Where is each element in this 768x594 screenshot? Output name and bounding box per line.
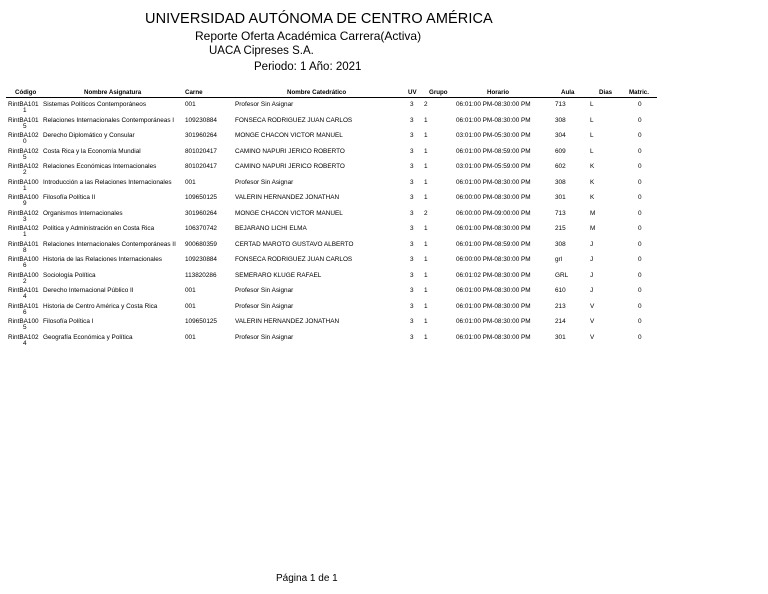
cell-asignatura: Derecho Diplomático y Consular xyxy=(43,132,135,139)
cell-carne: 109650125 xyxy=(185,194,217,201)
cell-catedratico: Profesor Sin Asignar xyxy=(235,333,294,341)
cell-carne: 001 xyxy=(185,178,196,186)
table-row xyxy=(0,148,768,164)
cell-aula: 308 xyxy=(555,240,566,248)
cell-catedratico: VALERIN HERNANDEZ JONATHAN xyxy=(235,194,340,201)
cell-grupo: 1 xyxy=(424,333,428,341)
cell-codigo-suffix: 5 xyxy=(23,153,27,161)
cell-asignatura: Geografía Económica y Política xyxy=(43,333,133,341)
cell-aula: 308 xyxy=(555,116,566,124)
table-row xyxy=(0,334,768,350)
cell-carne: 001 xyxy=(185,101,196,108)
cell-grupo: 2 xyxy=(424,101,428,108)
cell-codigo: RintBA102 xyxy=(8,132,39,139)
cell-codigo: RintBA101 xyxy=(8,101,39,108)
cell-uv: 3 xyxy=(410,271,414,279)
cell-aula: 304 xyxy=(555,132,566,139)
cell-grupo: 1 xyxy=(424,194,428,201)
cell-matric: 0 xyxy=(638,147,642,155)
cell-asignatura: Costa Rica y la Economía Mundial xyxy=(43,147,141,155)
cell-horario: 06:00:00 PM-09:00:00 PM xyxy=(456,209,531,217)
cell-aula: 610 xyxy=(555,287,566,294)
table-row xyxy=(0,256,768,272)
cell-horario: 06:00:00 PM-08:30:00 PM xyxy=(456,194,531,201)
cell-catedratico: MONGE CHACON VICTOR MANUEL xyxy=(235,209,343,217)
table-row xyxy=(0,318,768,334)
col-header-grupo: Grupo xyxy=(429,89,448,96)
cell-codigo-suffix: 6 xyxy=(23,308,27,316)
header-divider xyxy=(6,97,657,98)
cell-dias: K xyxy=(590,163,595,170)
cell-codigo: RintBA100 xyxy=(8,318,39,325)
cell-asignatura: Relaciones Internacionales Contemporáneas I xyxy=(43,116,175,124)
cell-catedratico: FONSECA RODRIGUEZ JUAN CARLOS xyxy=(235,116,353,124)
cell-codigo-suffix: 1 xyxy=(23,184,27,192)
cell-grupo: 1 xyxy=(424,287,428,294)
cell-aula: 609 xyxy=(555,147,566,155)
cell-uv: 3 xyxy=(410,240,414,248)
cell-matric: 0 xyxy=(638,116,642,124)
cell-asignatura: Organismos Internacionales xyxy=(43,209,123,217)
cell-grupo: 1 xyxy=(424,256,428,263)
table-row xyxy=(0,194,768,210)
col-header-asignatura: Nombre Asignatura xyxy=(84,89,142,96)
cell-carne: 801020417 xyxy=(185,147,217,155)
cell-horario: 06:01:00 PM-08:59:00 PM xyxy=(456,240,531,248)
cell-dias: M xyxy=(590,209,596,217)
cell-matric: 0 xyxy=(638,163,642,170)
cell-asignatura: Historia de las Relaciones Internacionales xyxy=(43,256,163,263)
cell-horario: 06:01:00 PM-08:30:00 PM xyxy=(456,225,531,232)
cell-codigo-suffix: 9 xyxy=(23,200,27,207)
cell-horario: 06:01:00 PM-08:59:00 PM xyxy=(456,147,531,155)
cell-asignatura: Introducción a las Relaciones Internacionales xyxy=(43,178,172,186)
cell-codigo-suffix: 4 xyxy=(23,339,27,347)
cell-horario: 06:01:00 PM-08:30:00 PM xyxy=(456,333,531,341)
cell-matric: 0 xyxy=(638,132,642,139)
cell-aula: 213 xyxy=(555,302,566,310)
cell-catedratico: CAMINO NAPURI JERICO ROBERTO xyxy=(235,163,345,170)
cell-catedratico: Profesor Sin Asignar xyxy=(235,178,294,186)
cell-catedratico: CERTAD MAROTO GUSTAVO ALBERTO xyxy=(235,240,354,248)
cell-asignatura: Relaciones Internacionales Contemporáneas II xyxy=(43,240,176,248)
cell-dias: J xyxy=(590,287,594,294)
cell-horario: 06:01:00 PM-08:30:00 PM xyxy=(456,287,531,294)
cell-carne: 113820286 xyxy=(185,271,217,279)
campus-name: UACA Cipreses S.A. xyxy=(209,45,314,57)
table-row xyxy=(0,241,768,257)
cell-catedratico: BEJARANO LICHI ELMA xyxy=(235,225,307,232)
university-title: UNIVERSIDAD AUTÓNOMA DE CENTRO AMÉRICA xyxy=(145,11,493,27)
cell-horario: 06:01:02 PM-08:30:00 PM xyxy=(456,271,531,279)
cell-carne: 301960264 xyxy=(185,132,217,139)
cell-asignatura: Derecho Internacional Público II xyxy=(43,287,134,294)
col-header-horario: Horario xyxy=(487,89,510,96)
cell-asignatura: Filosofía Política I xyxy=(43,318,94,325)
cell-asignatura: Sistemas Políticos Contemporáneos xyxy=(43,101,147,108)
cell-codigo: RintBA100 xyxy=(8,194,39,201)
cell-aula: 308 xyxy=(555,178,566,186)
cell-codigo: RintBA101 xyxy=(8,302,39,310)
cell-catedratico: Profesor Sin Asignar xyxy=(235,101,294,108)
cell-carne: 109650125 xyxy=(185,318,217,325)
cell-catedratico: Profesor Sin Asignar xyxy=(235,287,294,294)
cell-aula: 214 xyxy=(555,318,566,325)
cell-uv: 3 xyxy=(410,225,414,232)
cell-dias: L xyxy=(590,116,594,124)
cell-codigo-suffix: 1 xyxy=(23,107,27,114)
cell-matric: 0 xyxy=(638,333,642,341)
table-row xyxy=(0,210,768,226)
cell-asignatura: Sociología Política xyxy=(43,271,96,279)
cell-asignatura: Filosofía Política II xyxy=(43,194,96,201)
cell-horario: 06:01:00 PM-08:30:00 PM xyxy=(456,116,531,124)
period-label: Periodo: 1 Año: 2021 xyxy=(254,61,362,73)
cell-matric: 0 xyxy=(638,256,642,263)
cell-codigo: RintBA101 xyxy=(8,240,39,248)
cell-codigo-suffix: 0 xyxy=(23,138,27,145)
cell-matric: 0 xyxy=(638,271,642,279)
cell-uv: 3 xyxy=(410,333,414,341)
cell-uv: 3 xyxy=(410,318,414,325)
cell-codigo: RintBA100 xyxy=(8,256,39,263)
cell-dias: L xyxy=(590,132,594,139)
cell-codigo-suffix: 4 xyxy=(23,293,27,300)
cell-codigo: RintBA101 xyxy=(8,116,39,124)
cell-catedratico: MONGE CHACON VICTOR MANUEL xyxy=(235,132,343,139)
cell-dias: K xyxy=(590,178,595,186)
table-row xyxy=(0,132,768,148)
cell-matric: 0 xyxy=(638,101,642,108)
cell-catedratico: FONSECA RODRIGUEZ JUAN CARLOS xyxy=(235,256,353,263)
cell-carne: 001 xyxy=(185,287,196,294)
report-title: Reporte Oferta Académica Carrera(Activa) xyxy=(195,29,422,43)
cell-asignatura: Historia de Centro América y Costa Rica xyxy=(43,302,158,310)
cell-carne: 106370742 xyxy=(185,225,217,232)
cell-uv: 3 xyxy=(410,178,414,186)
cell-dias: L xyxy=(590,101,594,108)
cell-carne: 801020417 xyxy=(185,163,217,170)
cell-codigo: RintBA102 xyxy=(8,163,39,170)
cell-grupo: 1 xyxy=(424,116,428,124)
cell-codigo-suffix: 3 xyxy=(23,215,27,223)
cell-horario: 06:01:00 PM-08:30:00 PM xyxy=(456,318,531,325)
col-header-aula: Aula xyxy=(561,89,575,96)
table-row xyxy=(0,179,768,195)
table-row xyxy=(0,163,768,179)
col-header-codigo: Código xyxy=(15,89,37,96)
table-row xyxy=(0,287,768,303)
cell-horario: 06:01:00 PM-08:30:00 PM xyxy=(456,101,531,108)
cell-matric: 0 xyxy=(638,287,642,294)
cell-dias: V xyxy=(590,333,595,341)
cell-carne: 001 xyxy=(185,302,196,310)
cell-uv: 3 xyxy=(410,287,414,294)
cell-dias: J xyxy=(590,256,594,263)
cell-aula: 301 xyxy=(555,333,566,341)
cell-codigo: RintBA100 xyxy=(8,178,39,186)
cell-codigo: RintBA102 xyxy=(8,225,39,232)
col-header-catedratico: Nombre Catedrático xyxy=(287,89,347,96)
cell-dias: V xyxy=(590,318,595,325)
cell-codigo-suffix: 2 xyxy=(23,277,27,285)
cell-carne: 001 xyxy=(185,333,196,341)
cell-grupo: 1 xyxy=(424,318,428,325)
table-row xyxy=(0,117,768,133)
cell-dias: M xyxy=(590,225,596,232)
cell-codigo-suffix: 2 xyxy=(23,169,27,176)
table-row xyxy=(0,101,768,117)
cell-codigo: RintBA102 xyxy=(8,147,39,155)
table-row xyxy=(0,303,768,319)
cell-codigo: RintBA101 xyxy=(8,287,39,294)
cell-grupo: 1 xyxy=(424,178,428,186)
cell-codigo-suffix: 1 xyxy=(23,231,27,238)
cell-grupo: 1 xyxy=(424,132,428,139)
col-header-dias: Dias xyxy=(599,89,613,96)
cell-codigo: RintBA102 xyxy=(8,209,39,217)
cell-catedratico: SEMERARO KLUGE RAFAEL xyxy=(235,271,322,279)
cell-uv: 3 xyxy=(410,256,414,263)
cell-grupo: 2 xyxy=(424,209,428,217)
cell-catedratico: CAMINO NAPURI JERICO ROBERTO xyxy=(235,147,345,155)
cell-dias: J xyxy=(590,271,594,279)
cell-uv: 3 xyxy=(410,147,414,155)
cell-uv: 3 xyxy=(410,194,414,201)
col-header-matric: Matric. xyxy=(629,89,649,96)
cell-horario: 06:01:00 PM-08:30:00 PM xyxy=(456,302,531,310)
cell-matric: 0 xyxy=(638,194,642,201)
cell-catedratico: VALERIN HERNANDEZ JONATHAN xyxy=(235,318,340,325)
cell-horario: 03:01:00 PM-05:59:00 PM xyxy=(456,163,531,170)
cell-uv: 3 xyxy=(410,302,414,310)
cell-aula: 215 xyxy=(555,225,566,232)
cell-codigo-suffix: 5 xyxy=(23,324,27,331)
cell-dias: V xyxy=(590,302,595,310)
table-row xyxy=(0,225,768,241)
cell-aula: 713 xyxy=(555,101,566,108)
cell-uv: 3 xyxy=(410,209,414,217)
cell-grupo: 1 xyxy=(424,271,428,279)
cell-grupo: 1 xyxy=(424,240,428,248)
cell-aula: GRL xyxy=(555,271,569,279)
page-number: Página 1 de 1 xyxy=(276,573,338,584)
cell-matric: 0 xyxy=(638,225,642,232)
col-header-carne: Carne xyxy=(185,89,203,96)
cell-dias: J xyxy=(590,240,594,248)
cell-uv: 3 xyxy=(410,116,414,124)
cell-matric: 0 xyxy=(638,209,642,217)
cell-uv: 3 xyxy=(410,163,414,170)
cell-dias: L xyxy=(590,147,594,155)
cell-codigo: RintBA100 xyxy=(8,271,39,279)
cell-aula: 602 xyxy=(555,163,566,170)
cell-matric: 0 xyxy=(638,302,642,310)
cell-asignatura: Relaciones Económicas Internacionales xyxy=(43,163,157,170)
cell-codigo-suffix: 5 xyxy=(23,122,27,130)
cell-grupo: 1 xyxy=(424,225,428,232)
cell-aula: 713 xyxy=(555,209,566,217)
cell-codigo-suffix: 8 xyxy=(23,246,27,254)
cell-aula: grl xyxy=(555,256,563,263)
cell-uv: 3 xyxy=(410,132,414,139)
cell-aula: 301 xyxy=(555,194,566,201)
cell-carne: 900680359 xyxy=(185,240,217,248)
cell-carne: 109230884 xyxy=(185,256,217,263)
cell-horario: 03:01:00 PM-05:30:00 PM xyxy=(456,132,531,139)
cell-matric: 0 xyxy=(638,240,642,248)
cell-horario: 06:01:00 PM-08:30:00 PM xyxy=(456,178,531,186)
cell-asignatura: Política y Administración en Costa Rica xyxy=(43,225,155,232)
cell-dias: K xyxy=(590,194,595,201)
cell-codigo: RintBA102 xyxy=(8,333,39,341)
cell-matric: 0 xyxy=(638,318,642,325)
cell-grupo: 1 xyxy=(424,147,428,155)
cell-carne: 109230884 xyxy=(185,116,217,124)
cell-matric: 0 xyxy=(638,178,642,186)
cell-horario: 06:00:00 PM-08:30:00 PM xyxy=(456,256,531,263)
cell-uv: 3 xyxy=(410,101,414,108)
cell-catedratico: Profesor Sin Asignar xyxy=(235,302,294,310)
table-row xyxy=(0,272,768,288)
cell-grupo: 1 xyxy=(424,302,428,310)
cell-carne: 301960264 xyxy=(185,209,217,217)
cell-codigo-suffix: 6 xyxy=(23,262,27,269)
col-header-uv: UV xyxy=(408,89,417,96)
cell-grupo: 1 xyxy=(424,163,428,170)
